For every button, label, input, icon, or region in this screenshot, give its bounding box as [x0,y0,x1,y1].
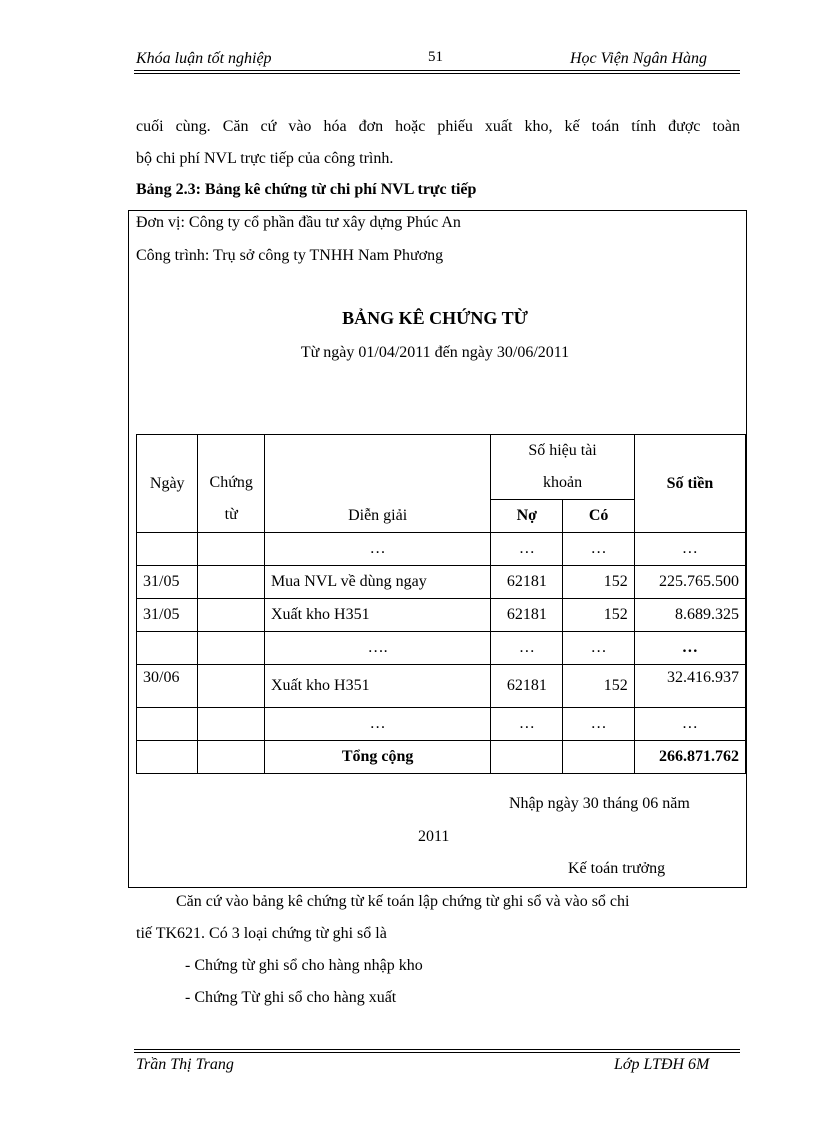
total-amount: 266.871.762 [634,741,745,774]
table-row: 31/05 Mua NVL về dùng ngay 62181 152 225.765.500 [137,566,746,599]
col-account-line-1: Số hiệu tài [528,442,597,459]
total-label: Tổng cộng [264,741,490,774]
col-description: Diễn giải [264,435,490,533]
col-voucher-line-1: Chứng [209,474,253,491]
header-rule-2 [134,73,740,74]
col-account [491,435,635,500]
footer-rule-2 [134,1052,740,1053]
header-right: Học Viện Ngân Hàng [570,50,708,67]
table-row: 30/06 Xuất kho H351 62181 152 32.416.937 [137,665,746,708]
total-row [137,741,746,774]
header-left: Khóa luận tốt nghiệp [136,50,272,67]
footer-right: Lớp LTĐH 6M [614,1056,710,1073]
col-debit: Nợ [491,500,563,533]
after-line-2: tiế TK621. Có 3 loại chứng từ ghi sổ là [136,925,387,942]
table-row: …. … … … [137,632,746,665]
sign-date-line-1: Nhập ngày 30 tháng 06 năm [509,795,690,812]
signer-title: Kế toán trưởng [568,860,666,877]
col-account-line-2: khoản [542,474,583,491]
header-rule [134,70,740,71]
bullet-2: - Chứng Từ ghi sổ cho hàng xuất [185,989,397,1006]
table-row: … … … … [137,708,746,741]
table-row: … … … … [137,533,746,566]
project-name: Công trình: Trụ sở công ty TNHH Nam Phương [136,247,444,264]
intro-line-1: cuối cùng. Căn cứ vào hóa đơn hoặc phiếu xuất kho, kế toán tính được toàn [136,118,740,135]
sign-date-line-2: 2011 [418,828,450,845]
table-caption: Bảng 2.3: Bảng kê chứng từ chi phí NVL trực tiếp [136,181,477,198]
after-line-1: Căn cứ vào bảng kê chứng từ kế toán lập chứng từ ghi sổ và vào sổ chi [176,893,630,910]
statement-box [128,210,747,888]
bullet-1: - Chứng từ ghi sổ cho hàng nhập kho [185,957,423,974]
statement-period: Từ ngày 01/04/2011 đến ngày 30/06/2011 [300,344,570,361]
footer-left: Trần Thị Trang [136,1056,234,1073]
col-amount: Số tiền [634,435,745,533]
col-date: Ngày [137,435,198,533]
page-number: 51 [428,49,443,65]
unit-name: Đơn vị: Công ty cổ phần đầu tư xây dựng Phúc An [136,214,461,231]
col-credit: Có [563,500,634,533]
footer-rule [134,1049,740,1050]
statement-title: BẢNG KÊ CHỨNG TỪ [342,308,528,328]
ledger-table [136,434,746,774]
col-voucher [198,435,265,533]
intro-line-2: bộ chi phí NVL trực tiếp của công trình. [136,150,394,167]
col-voucher-line-2: từ [224,506,238,523]
table-row: 31/05 Xuất kho H351 62181 152 8.689.325 [137,599,746,632]
